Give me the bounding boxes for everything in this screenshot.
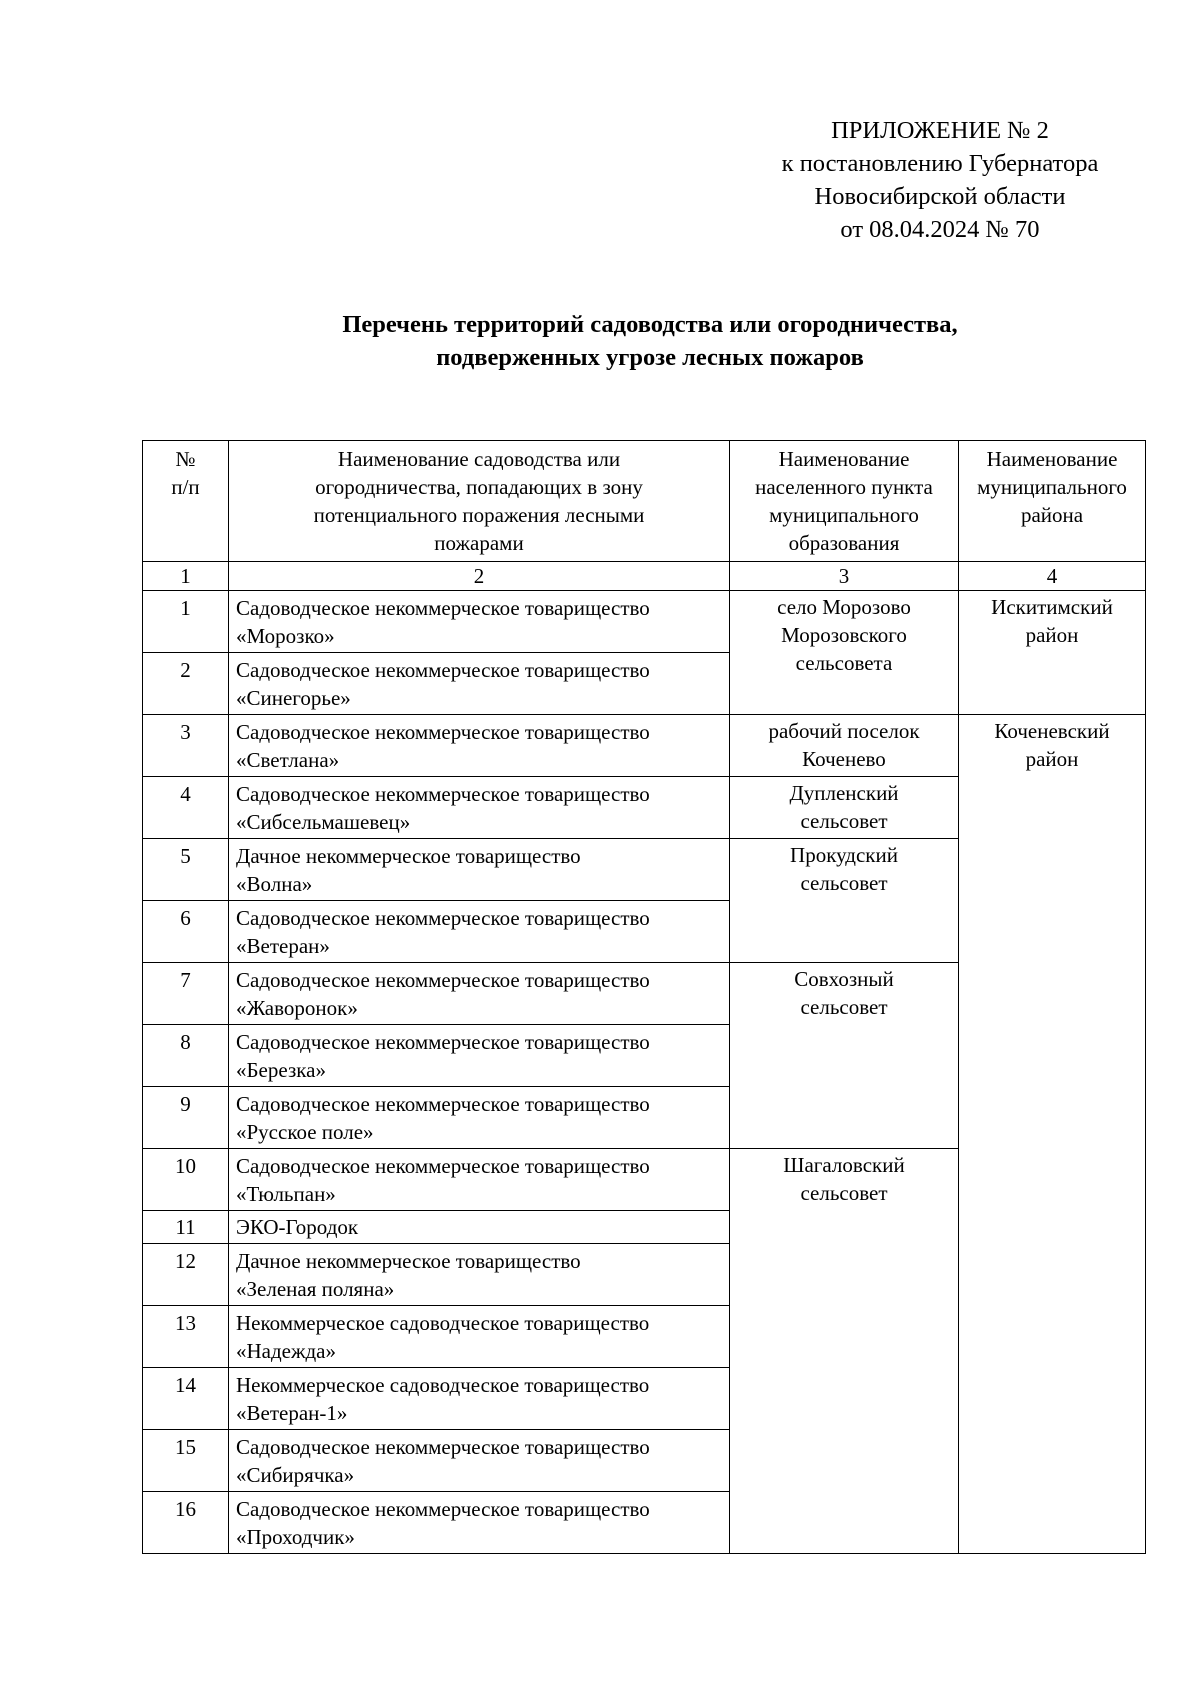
territory-name — [229, 777, 730, 839]
territory-name-line: ЭКО-Городок — [236, 1215, 359, 1239]
territory-name — [229, 1211, 730, 1244]
territory-name-line: «Светлана» — [236, 748, 340, 772]
header-num — [143, 441, 229, 562]
row-number: 12 — [143, 1244, 229, 1306]
territory-name-line: «Надежда» — [236, 1339, 337, 1363]
territory-name — [229, 1368, 730, 1430]
territory-name-line: Садоводческое некоммерческое товарищество — [236, 906, 650, 930]
header-district-line: района — [1020, 503, 1084, 527]
row-number: 11 — [143, 1211, 229, 1244]
row-number: 8 — [143, 1025, 229, 1087]
territory-name — [229, 1149, 730, 1211]
territory-name — [229, 1087, 730, 1149]
territory-name-line: «Ветеран-1» — [236, 1401, 348, 1425]
settlement-line: рабочий поселок — [768, 719, 920, 743]
row-number: 3 — [143, 715, 229, 777]
row-number: 1 — [143, 591, 229, 653]
district-line: Искитимский — [991, 595, 1113, 619]
settlement-line: Шагаловский — [783, 1153, 905, 1177]
row-number: 4 — [143, 777, 229, 839]
header-name — [229, 441, 730, 562]
settlement-cell — [730, 777, 959, 839]
territory-name-line: «Морозко» — [236, 624, 335, 648]
column-index: 3 — [730, 562, 959, 591]
settlement-line: Морозовского — [781, 623, 907, 647]
territory-name — [229, 963, 730, 1025]
territory-name-line: Садоводческое некоммерческое товарищество — [236, 596, 650, 620]
territory-name — [229, 901, 730, 963]
settlement-line: село Морозово — [777, 595, 911, 619]
district-cell — [959, 715, 1146, 1554]
header-num-line: п/п — [171, 475, 200, 499]
column-index: 2 — [229, 562, 730, 591]
territory-name-line: Садоводческое некоммерческое товарищество — [236, 782, 650, 806]
territory-name-line: «Зеленая поляна» — [236, 1277, 395, 1301]
territory-name-line: «Проходчик» — [236, 1525, 355, 1549]
territory-name-line: Садоводческое некоммерческое товарищество — [236, 968, 650, 992]
header-settlement-line: образования — [788, 531, 900, 555]
settlement-cell — [730, 715, 959, 777]
settlement-line: Прокудский — [790, 843, 898, 867]
row-number: 15 — [143, 1430, 229, 1492]
document-title-line-1: Перечень территорий садоводства или огородничества, — [342, 311, 958, 338]
header-district-line: Наименование — [986, 447, 1118, 471]
header-settlement — [730, 441, 959, 562]
annex-region: Новосибирской области — [814, 183, 1066, 210]
territory-name-line: Садоводческое некоммерческое товарищество — [236, 1497, 650, 1521]
territory-name-line: Садоводческое некоммерческое товарищество — [236, 1030, 650, 1054]
territory-name-line: Дачное некоммерческое товарищество — [236, 844, 581, 868]
column-index: 1 — [143, 562, 229, 591]
settlement-line: Дупленский — [789, 781, 899, 805]
header-name-line: потенциального поражения лесными — [313, 503, 645, 527]
header-settlement-line: муниципального — [769, 503, 919, 527]
settlement-line: сельсовет — [800, 995, 888, 1019]
territory-name-line: «Волна» — [236, 872, 313, 896]
header-num-line: № — [175, 447, 196, 471]
row-number: 13 — [143, 1306, 229, 1368]
column-index-row — [143, 562, 1146, 591]
row-number: 16 — [143, 1492, 229, 1554]
territories-table — [142, 440, 1146, 1554]
header-name-line: пожарами — [434, 531, 524, 555]
row-number: 14 — [143, 1368, 229, 1430]
document-title — [130, 308, 1170, 374]
territory-name-line: Дачное некоммерческое товарищество — [236, 1249, 581, 1273]
district-line: район — [1025, 623, 1079, 647]
annex-header — [750, 114, 1130, 246]
row-number: 10 — [143, 1149, 229, 1211]
territory-name — [229, 1492, 730, 1554]
header-name-line: Наименование садоводства или — [337, 447, 621, 471]
row-number: 6 — [143, 901, 229, 963]
territory-name-line: Садоводческое некоммерческое товарищество — [236, 658, 650, 682]
territory-name-line: Некоммерческое садоводческое товарищество — [236, 1373, 650, 1397]
settlement-cell — [730, 839, 959, 963]
territory-name-line: Садоводческое некоммерческое товарищество — [236, 1154, 650, 1178]
table-row — [143, 715, 1146, 777]
header-name-line: огородничества, попадающих в зону — [315, 475, 643, 499]
annex-title: ПРИЛОЖЕНИЕ № 2 — [831, 117, 1049, 144]
settlement-line: сельсовет — [800, 871, 888, 895]
settlement-line: сельсовет — [800, 1181, 888, 1205]
column-index: 4 — [959, 562, 1146, 591]
row-number: 5 — [143, 839, 229, 901]
territory-name-line: «Русское поле» — [236, 1120, 374, 1144]
settlement-line: сельсовета — [795, 651, 893, 675]
territory-name-line: «Сибсельмашевец» — [236, 810, 411, 834]
settlement-cell — [730, 1149, 959, 1554]
settlement-line: Коченево — [802, 747, 886, 771]
territory-name — [229, 839, 730, 901]
annex-resolution: к постановлению Губернатора — [781, 150, 1099, 177]
territory-name — [229, 715, 730, 777]
header-settlement-line: Наименование — [778, 447, 910, 471]
table-row — [143, 591, 1146, 653]
header-settlement-line: населенного пункта — [755, 475, 933, 499]
territory-name-line: Садоводческое некоммерческое товарищество — [236, 720, 650, 744]
territory-name-line: Садоводческое некоммерческое товарищество — [236, 1092, 650, 1116]
annex-date-number: от 08.04.2024 № 70 — [840, 216, 1040, 243]
row-number: 7 — [143, 963, 229, 1025]
settlement-line: Совхозный — [794, 967, 894, 991]
territory-name — [229, 591, 730, 653]
district-line: район — [1025, 747, 1079, 771]
header-district-line: муниципального — [977, 475, 1127, 499]
district-line: Коченевский — [994, 719, 1110, 743]
territory-name — [229, 653, 730, 715]
territory-name-line: Садоводческое некоммерческое товарищество — [236, 1435, 650, 1459]
territory-name-line: «Березка» — [236, 1058, 326, 1082]
header-row — [143, 441, 1146, 562]
row-number: 2 — [143, 653, 229, 715]
territory-name-line: «Ветеран» — [236, 934, 330, 958]
territory-name-line: «Синегорье» — [236, 686, 351, 710]
settlement-line: сельсовет — [800, 809, 888, 833]
territory-name-line: «Жаворонок» — [236, 996, 358, 1020]
header-district — [959, 441, 1146, 562]
settlement-cell — [730, 591, 959, 715]
district-cell — [959, 591, 1146, 715]
settlement-cell — [730, 963, 959, 1149]
territory-name — [229, 1244, 730, 1306]
territory-name-line: «Тюльпан» — [236, 1182, 336, 1206]
territory-name-line: «Сибирячка» — [236, 1463, 355, 1487]
row-number: 9 — [143, 1087, 229, 1149]
territory-name — [229, 1025, 730, 1087]
territory-name — [229, 1306, 730, 1368]
document-title-line-2: подверженных угрозе лесных пожаров — [436, 344, 864, 371]
territory-name-line: Некоммерческое садоводческое товарищество — [236, 1311, 650, 1335]
territory-name — [229, 1430, 730, 1492]
